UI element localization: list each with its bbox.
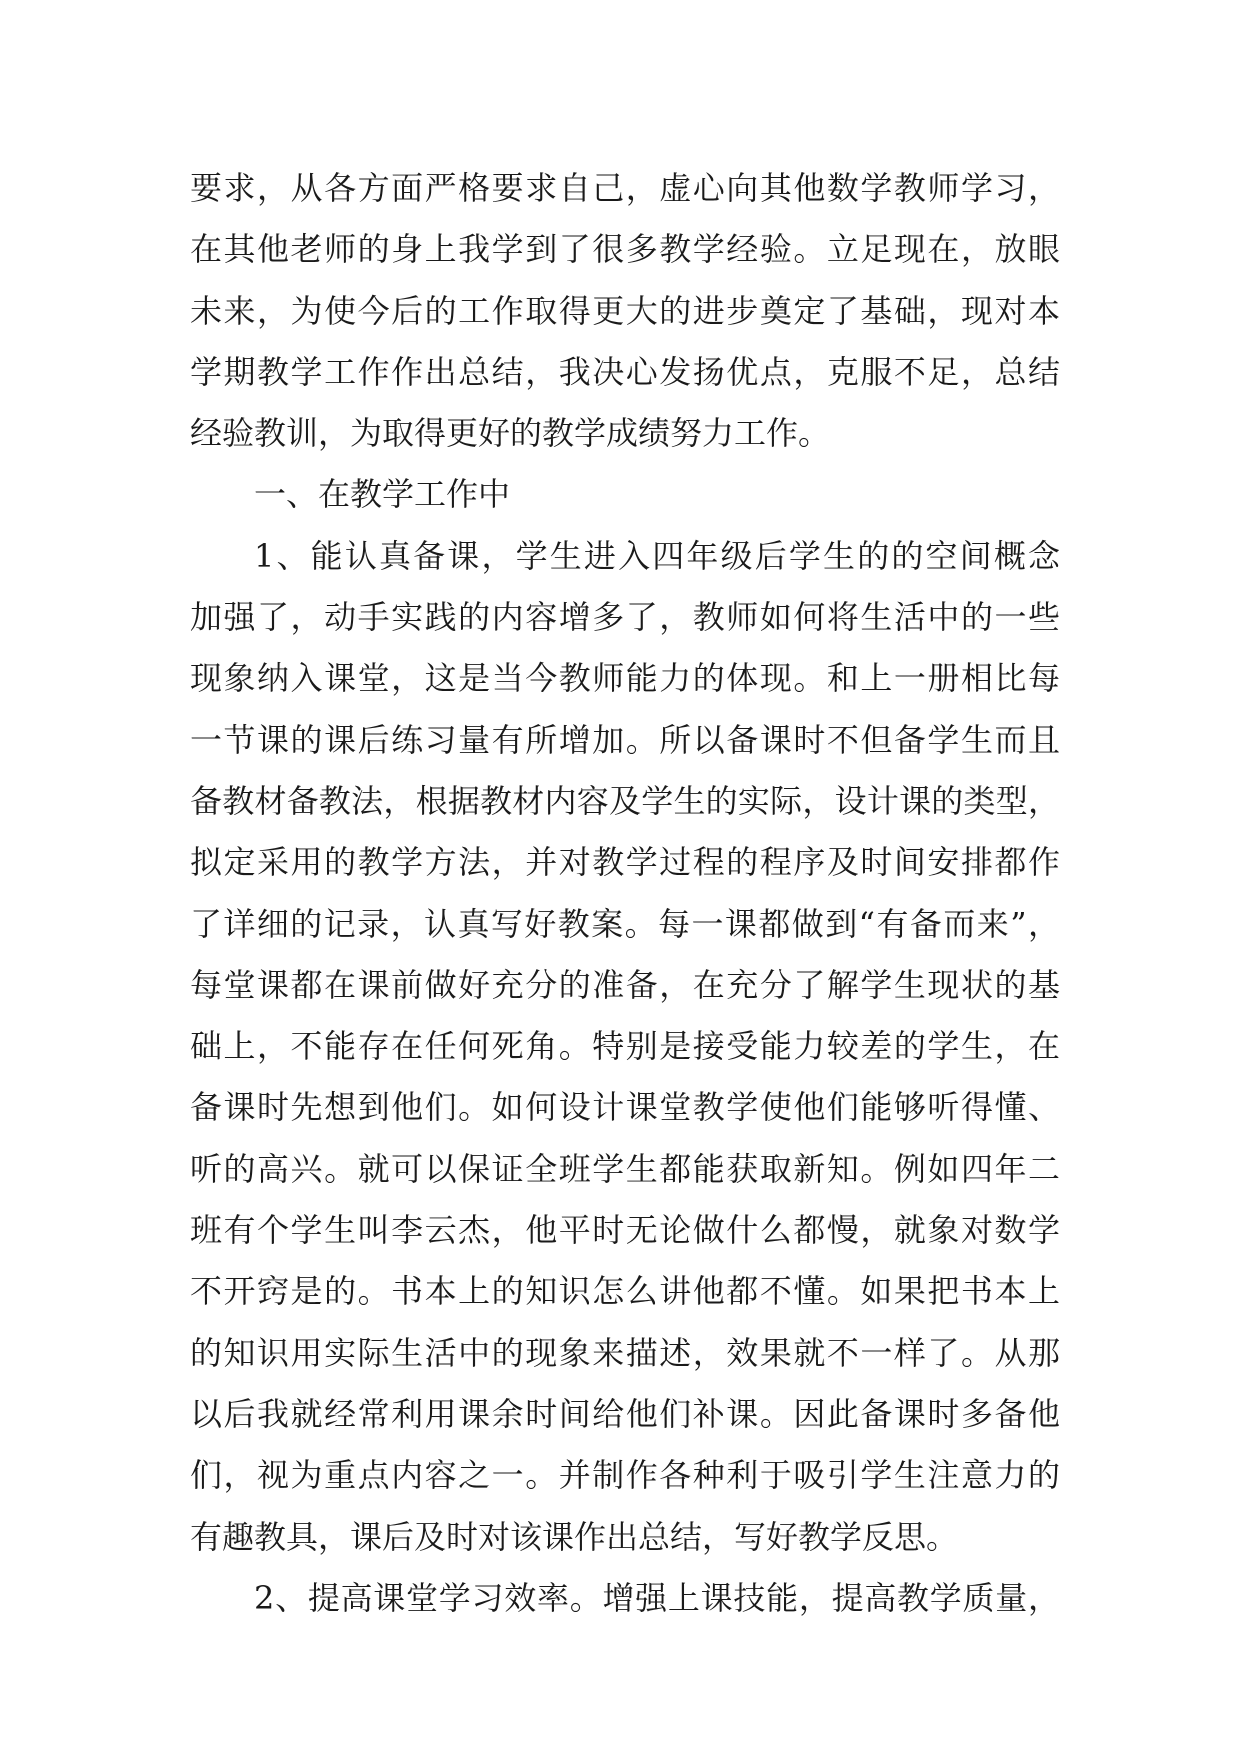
text-line: 不开窍是的。书本上的知识怎么讲他都不懂。如果把书本上 (190, 1272, 1060, 1311)
text-line: 听的高兴。就可以保证全班学生都能获取新知。例如四年二 (190, 1149, 1060, 1188)
text-line: 未来，为使今后的工作取得更大的进步奠定了基础，现对本 (190, 291, 1060, 330)
text-line: 学期教学工作作出总结，我决心发扬优点，克服不足，总结 (190, 352, 1060, 391)
text-line: 拟定采用的教学方法，并对教学过程的程序及时间安排都作 (190, 843, 1060, 882)
text-line: 在其他老师的身上我学到了很多教学经验。立足现在，放眼 (190, 230, 1060, 269)
text-line: 1、能认真备课，学生进入四年级后学生的的空间概念 (254, 536, 1060, 575)
text-line: 现象纳入课堂，这是当今教师能力的体现。和上一册相比每 (190, 659, 1060, 698)
text-line: 每堂课都在课前做好充分的准备，在充分了解学生现状的基 (190, 965, 1060, 1004)
text-line: 了详细的记录，认真写好教案。每一课都做到“有备而来”， (190, 904, 1060, 943)
text-line: 经验教训，为取得更好的教学成绩努力工作。 (190, 414, 831, 453)
text-line: 的知识用实际生活中的现象来描述，效果就不一样了。从那 (190, 1333, 1060, 1372)
text-line: 备课时先想到他们。如何设计课堂教学使他们能够听得懂、 (190, 1088, 1060, 1127)
document-body (190, 158, 1060, 1629)
text-line: 班有个学生叫李云杰，他平时无论做什么都慢，就象对数学 (190, 1211, 1060, 1250)
text-line: 一节课的课后练习量有所增加。所以备课时不但备学生而且 (190, 720, 1060, 759)
text-line: 有趣教具，课后及时对该课作出总结，写好教学反思。 (190, 1517, 959, 1556)
text-line: 以后我就经常利用课余时间给他们补课。因此备课时多备他 (190, 1394, 1060, 1433)
section-heading: 一、在教学工作中 (254, 475, 511, 514)
text-line: 2、提高课堂学习效率。增强上课技能，提高教学质量， (254, 1578, 1060, 1617)
text-line: 要求，从各方面严格要求自己，虚心向其他数学教师学习， (190, 169, 1060, 207)
text-line: 们，视为重点内容之一。并制作各种利于吸引学生注意力的 (190, 1456, 1060, 1495)
text-line: 础上，不能存在任何死角。特别是接受能力较差的学生，在 (190, 1027, 1060, 1066)
text-line: 备教材备教法，根据教材内容及学生的实际，设计课的类型， (190, 781, 1060, 820)
text-line: 加强了，动手实践的内容增多了，教师如何将生活中的一些 (190, 598, 1060, 637)
